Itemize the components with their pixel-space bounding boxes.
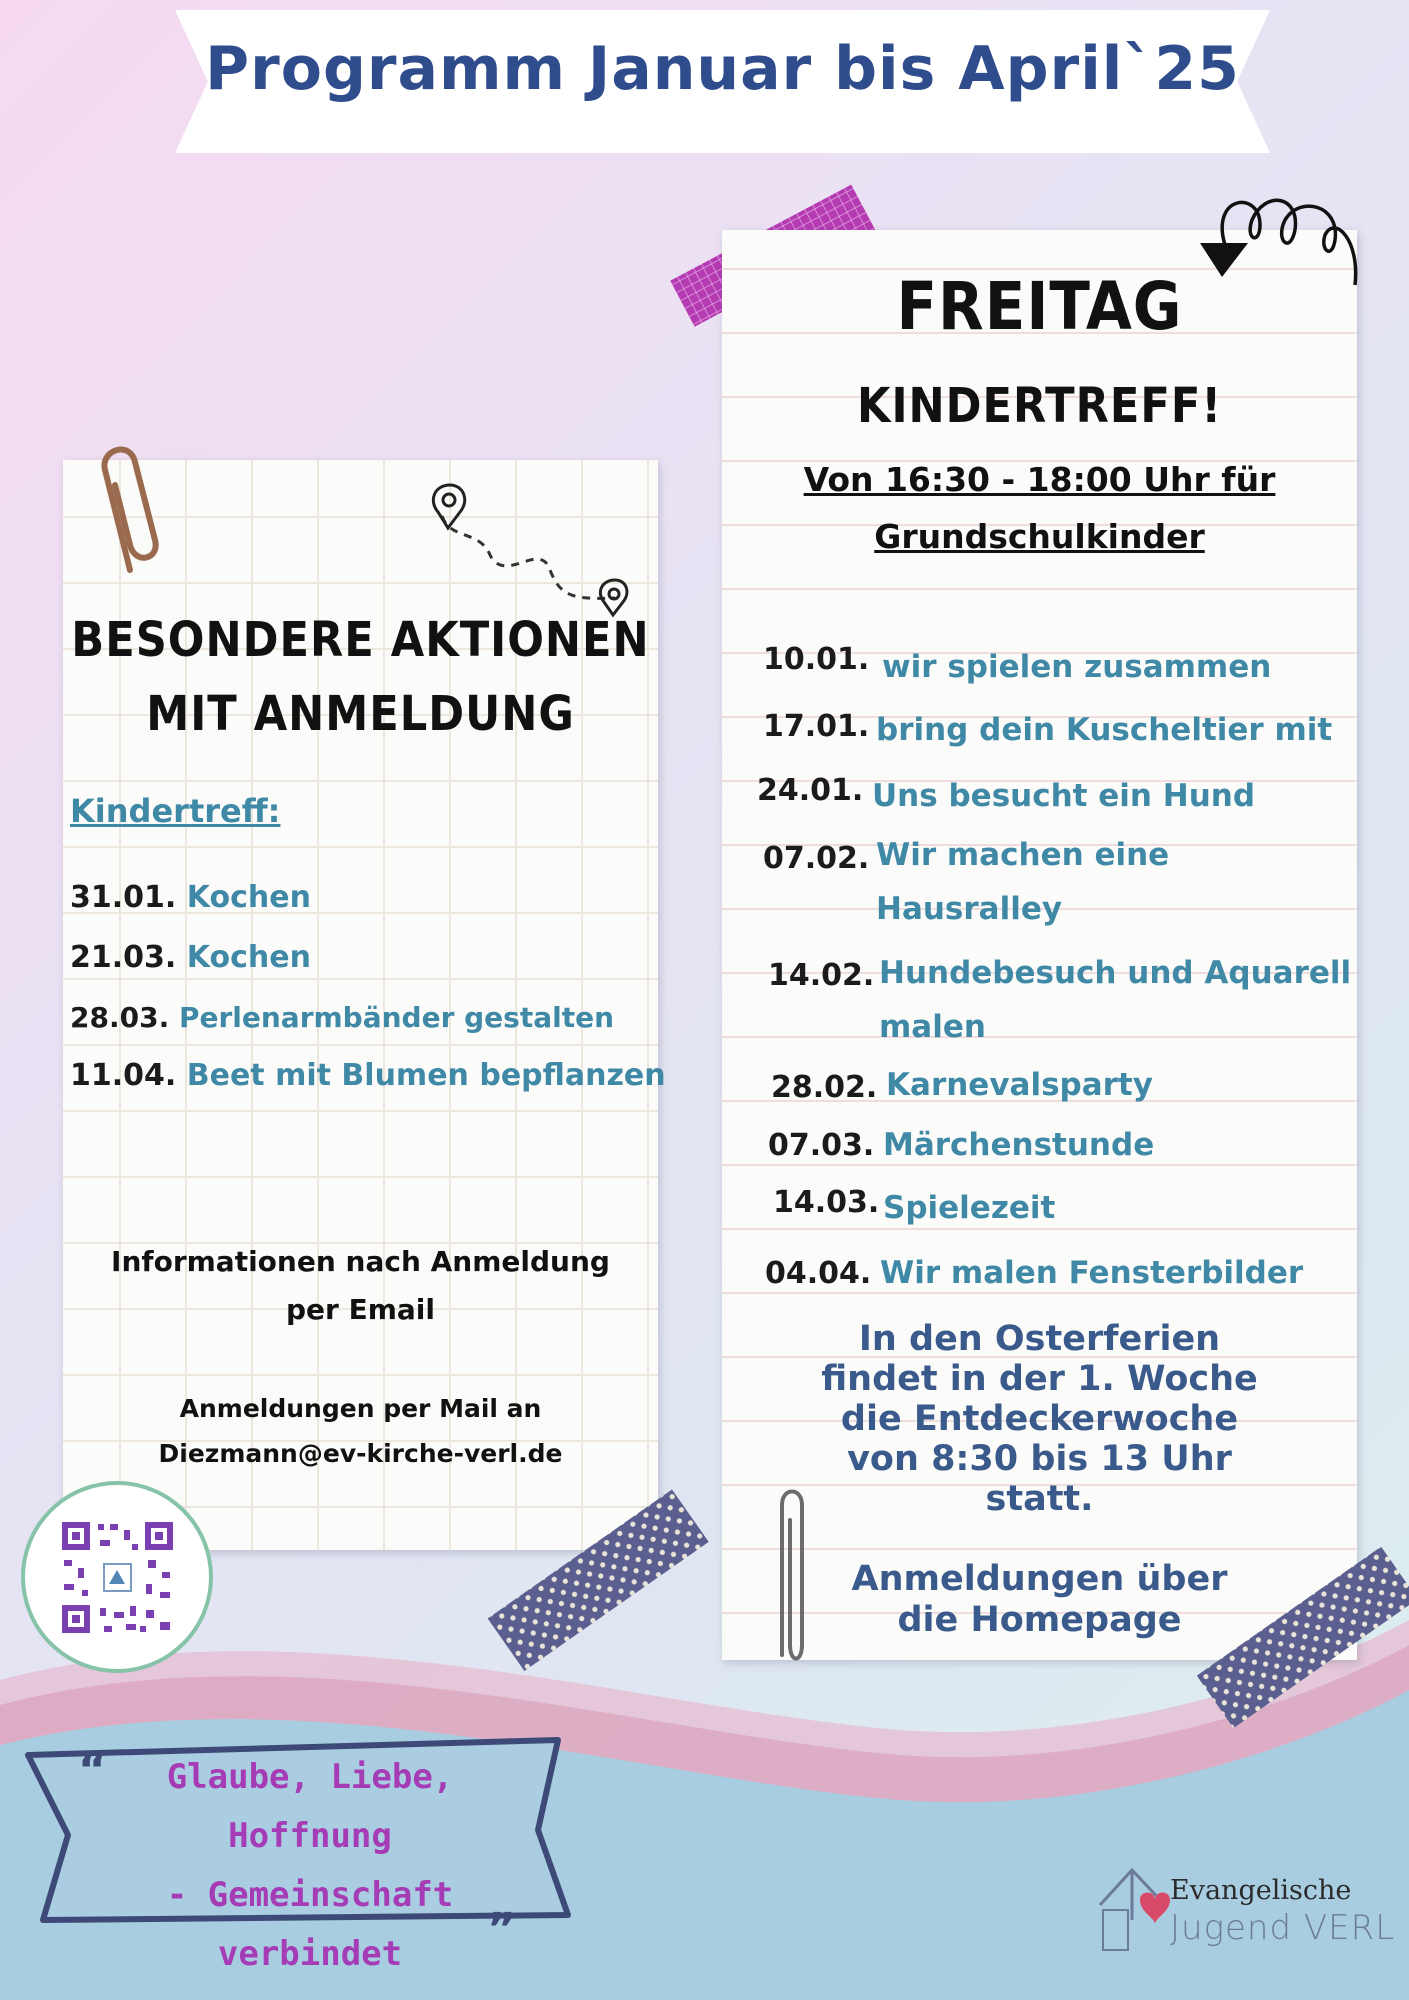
schedule-date: 07.03. (768, 1128, 875, 1163)
event-date: 31.01. (70, 880, 177, 915)
church-heart-logo-icon (1095, 1860, 1170, 1955)
quote-line: - Gemeinschaft (166, 1875, 454, 1915)
schedule-text: Hundebesuch und Aquarell (879, 955, 1352, 991)
schedule-text-cont: malen (879, 1009, 986, 1045)
event-row (70, 940, 311, 975)
event-text: Beet mit Blumen bepflanzen (186, 1058, 666, 1093)
quote-text (90, 1748, 530, 1984)
schedule-date: 10.01. (763, 642, 870, 677)
info-line1: Informationen nach Anmeldung (111, 1245, 610, 1278)
easter-note-line: von 8:30 bis 13 Uhr (847, 1439, 1232, 1479)
schedule-text: Märchenstunde (883, 1127, 1155, 1163)
washi-tape-hearts (470, 1480, 720, 1680)
schedule-text: Karnevalsparty (886, 1067, 1153, 1103)
left-heading-line2: MIT ANMELDUNG (146, 686, 575, 742)
schedule-date: 28.02. (771, 1070, 878, 1105)
schedule-date: 14.02. (768, 958, 875, 993)
schedule-date: 17.01. (763, 709, 870, 744)
time-line2: Grundschulkinder (874, 517, 1205, 556)
quote-line: verbindet (217, 1934, 403, 1974)
schedule-text: Uns besucht ein Hund (872, 778, 1256, 814)
schedule-text-cont: Hausralley (876, 891, 1063, 927)
easter-note-line: statt. (985, 1479, 1094, 1519)
easter-note-line: In den Osterferien (858, 1319, 1221, 1359)
event-row (70, 880, 311, 915)
mail-label: Anmeldungen per Mail an (179, 1394, 542, 1423)
paperclip-icon (90, 440, 160, 580)
homepage-note-line: die Homepage (897, 1600, 1182, 1640)
info-line2: per Email (286, 1293, 435, 1326)
event-text: Kochen (186, 880, 311, 915)
logo-line2: Jugend VERL (1170, 1908, 1396, 1948)
schedule-date: 24.01. (757, 773, 864, 808)
schedule-text: Wir malen Fensterbilder (880, 1255, 1304, 1291)
schedule-text: Spielezeit (883, 1190, 1056, 1226)
kindertreff-label: Kindertreff: (70, 792, 281, 830)
logo-line1: Evangelische (1170, 1875, 1352, 1906)
event-date: 21.03. (70, 940, 177, 975)
easter-note-line: die Entdeckerwoche (840, 1399, 1239, 1439)
quote-line: Glaube, Liebe, Hoffnung (166, 1757, 454, 1856)
map-route-icon (420, 480, 640, 630)
paperclip-icon (770, 1485, 810, 1665)
schedule-date: 14.03. (773, 1185, 880, 1220)
time-line1: Von 16:30 - 18:00 Uhr für (803, 460, 1276, 499)
event-text: Kochen (186, 940, 311, 975)
day-title: FREITAG (896, 268, 1183, 345)
schedule-text: bring dein Kuscheltier mit (876, 712, 1333, 748)
left-heading-line1: BESONDERE AKTIONEN (71, 612, 650, 668)
mail-address[interactable]: Diezmann@ev-kirche-verl.de (158, 1439, 563, 1468)
easter-note-line: findet in der 1. Woche (821, 1359, 1258, 1399)
event-date: 11.04. (70, 1058, 177, 1093)
schedule-text: wir spielen zusammen (882, 649, 1272, 685)
quote-close-mark: „ (488, 1880, 517, 1931)
page-title: Programm Januar bis April`25 (205, 34, 1240, 104)
washi-tape-hearts (1190, 1540, 1409, 1740)
event-row (70, 1058, 666, 1093)
schedule-date: 04.04. (765, 1256, 872, 1291)
quote-open-mark: “ (78, 1745, 107, 1796)
event-row (70, 1001, 614, 1034)
qr-code[interactable] (20, 1480, 215, 1675)
homepage-note-line: Anmeldungen über (851, 1559, 1228, 1599)
schedule-date: 07.02. (763, 841, 870, 876)
event-text: Perlenarmbänder gestalten (178, 1001, 615, 1034)
event-date: 28.03. (70, 1001, 170, 1034)
schedule-text: Wir machen eine (876, 837, 1170, 873)
friday-subtitle: KINDERTREFF! (856, 378, 1223, 434)
